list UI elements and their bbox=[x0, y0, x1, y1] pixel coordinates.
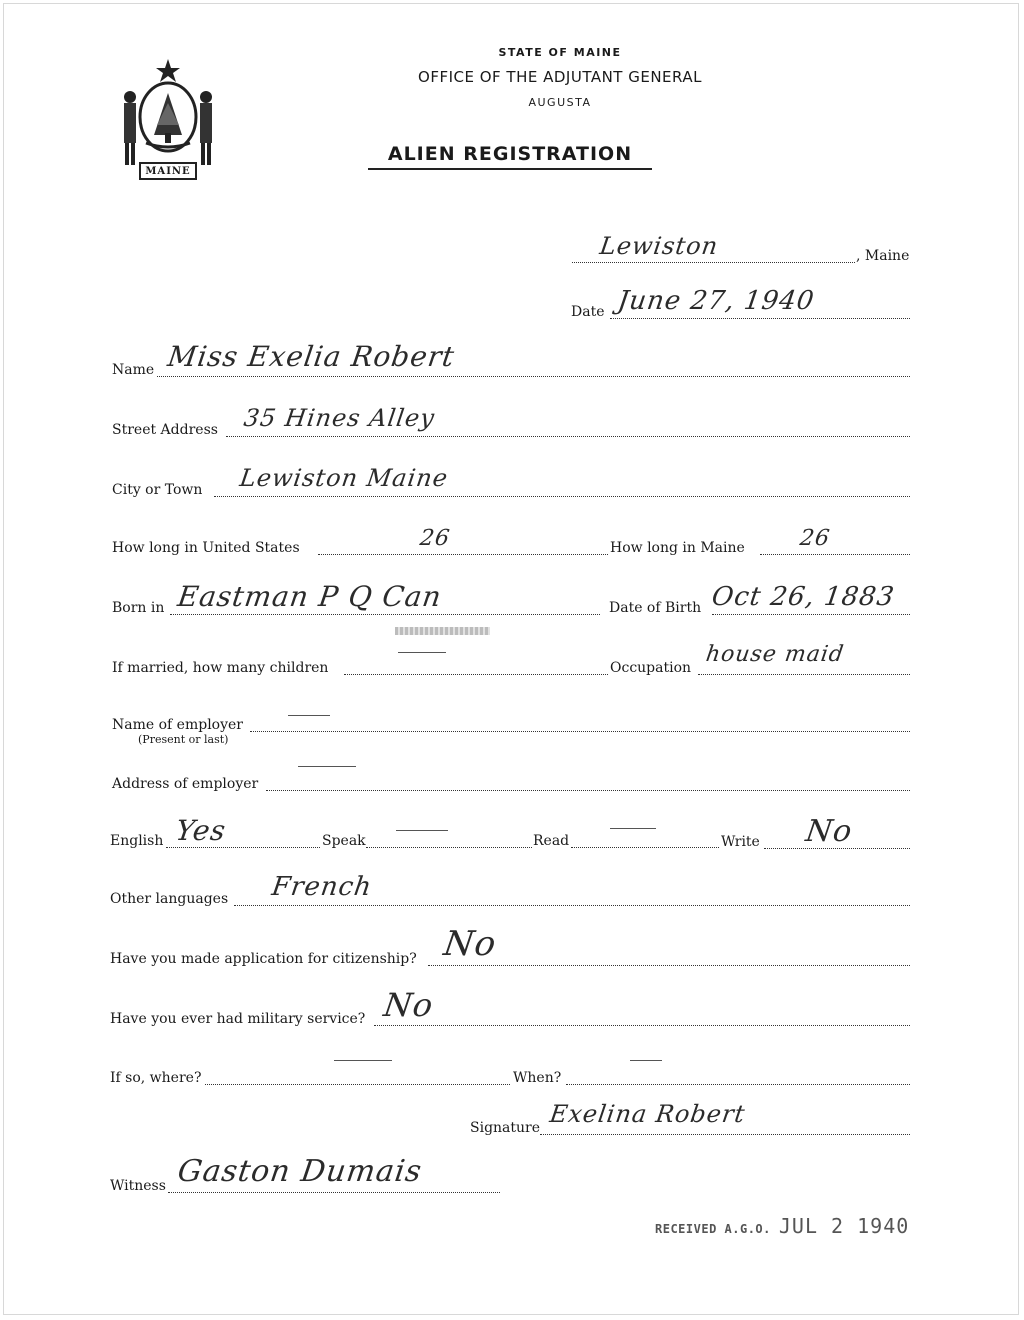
write-label: Write bbox=[721, 834, 760, 850]
dob-value: Oct 26, 1883 bbox=[709, 582, 897, 612]
city-label: City or Town bbox=[112, 482, 203, 498]
other-languages-label: Other languages bbox=[110, 891, 229, 907]
employer-line bbox=[250, 731, 910, 732]
born-in-value: Eastman P Q Can bbox=[175, 580, 445, 613]
military-line bbox=[374, 1025, 910, 1026]
speak-label: Speak bbox=[322, 833, 366, 849]
employer-label: Name of employer bbox=[112, 717, 243, 733]
children-label: If married, how many children bbox=[112, 660, 329, 676]
write-value: No bbox=[803, 814, 855, 849]
where-line bbox=[205, 1084, 510, 1085]
witness-label: Witness bbox=[110, 1178, 166, 1194]
citizenship-value: No bbox=[441, 924, 500, 964]
english-value: Yes bbox=[173, 814, 229, 847]
signature-value: Exelina Robert bbox=[548, 1100, 748, 1128]
read-label: Read bbox=[533, 833, 570, 849]
born-in-line bbox=[170, 614, 600, 615]
location-suffix-label: , Maine bbox=[856, 248, 910, 264]
occupation-value: house maid bbox=[704, 642, 846, 667]
children-line bbox=[344, 674, 608, 675]
other-languages-line bbox=[234, 905, 910, 906]
speak-line bbox=[366, 847, 532, 848]
dob-label: Date of Birth bbox=[609, 600, 702, 616]
employer-sublabel: (Present or last) bbox=[138, 733, 229, 746]
when-label: When? bbox=[513, 1070, 562, 1086]
employer-address-line bbox=[266, 790, 910, 791]
date-value: June 27, 1940 bbox=[615, 286, 817, 316]
years-maine-value: 26 bbox=[798, 526, 832, 551]
military-value: No bbox=[381, 986, 436, 1024]
witness-value: Gaston Dumais bbox=[175, 1154, 425, 1189]
occupation-line bbox=[698, 674, 910, 675]
read-value-dash bbox=[610, 828, 656, 829]
employer-address-label: Address of employer bbox=[112, 776, 259, 792]
date-label: Date bbox=[571, 304, 605, 320]
street-label: Street Address bbox=[112, 422, 218, 438]
speak-value-dash bbox=[396, 830, 448, 831]
location-line bbox=[572, 262, 855, 263]
when-line bbox=[566, 1084, 910, 1085]
street-value: 35 Hines Alley bbox=[242, 404, 437, 432]
name-label: Name bbox=[112, 362, 155, 378]
name-line bbox=[157, 376, 910, 377]
dob-line bbox=[712, 614, 910, 615]
location-value: Lewiston bbox=[598, 232, 721, 260]
english-label: English bbox=[110, 833, 164, 849]
date-line bbox=[610, 318, 910, 319]
form-title: ALIEN REGISTRATION bbox=[368, 143, 652, 170]
seal-banner-text: MAINE bbox=[145, 166, 191, 177]
when-value-dash bbox=[630, 1060, 662, 1061]
page-border bbox=[3, 3, 1019, 1315]
years-us-value: 26 bbox=[418, 526, 452, 551]
years-us-line bbox=[318, 554, 608, 555]
header-state: STATE OF MAINE bbox=[498, 46, 622, 59]
street-line bbox=[226, 436, 910, 437]
employer-value-dash bbox=[288, 715, 330, 716]
read-line bbox=[571, 847, 719, 848]
english-line bbox=[166, 847, 320, 848]
received-stamp bbox=[655, 1214, 909, 1238]
city-line bbox=[214, 496, 910, 497]
years-maine-line bbox=[760, 554, 910, 555]
header-office: OFFICE OF THE ADJUTANT GENERAL bbox=[418, 68, 702, 86]
name-value: Miss Exelia Robert bbox=[165, 340, 457, 373]
years-us-label: How long in United States bbox=[112, 540, 300, 556]
header-city: AUGUSTA bbox=[528, 96, 592, 109]
citizenship-label: Have you made application for citizenship? bbox=[110, 951, 417, 967]
witness-line bbox=[168, 1192, 500, 1193]
where-value-dash bbox=[334, 1060, 392, 1061]
occupation-label: Occupation bbox=[610, 660, 692, 676]
ink-smudge bbox=[395, 627, 490, 635]
signature-line bbox=[540, 1134, 910, 1135]
children-value-dash bbox=[398, 652, 446, 653]
received-stamp-date: JUL 2 1940 bbox=[778, 1214, 910, 1238]
city-value: Lewiston Maine bbox=[238, 464, 451, 492]
received-stamp-label: RECEIVED A.G.O. bbox=[655, 1222, 771, 1236]
military-label: Have you ever had military service? bbox=[110, 1011, 366, 1027]
employer-address-value-dash bbox=[298, 766, 356, 767]
years-maine-label: How long in Maine bbox=[610, 540, 745, 556]
other-languages-value: French bbox=[269, 872, 375, 902]
citizenship-line bbox=[428, 965, 910, 966]
where-label: If so, where? bbox=[110, 1070, 202, 1086]
born-in-label: Born in bbox=[112, 600, 165, 616]
signature-label: Signature bbox=[470, 1120, 541, 1136]
